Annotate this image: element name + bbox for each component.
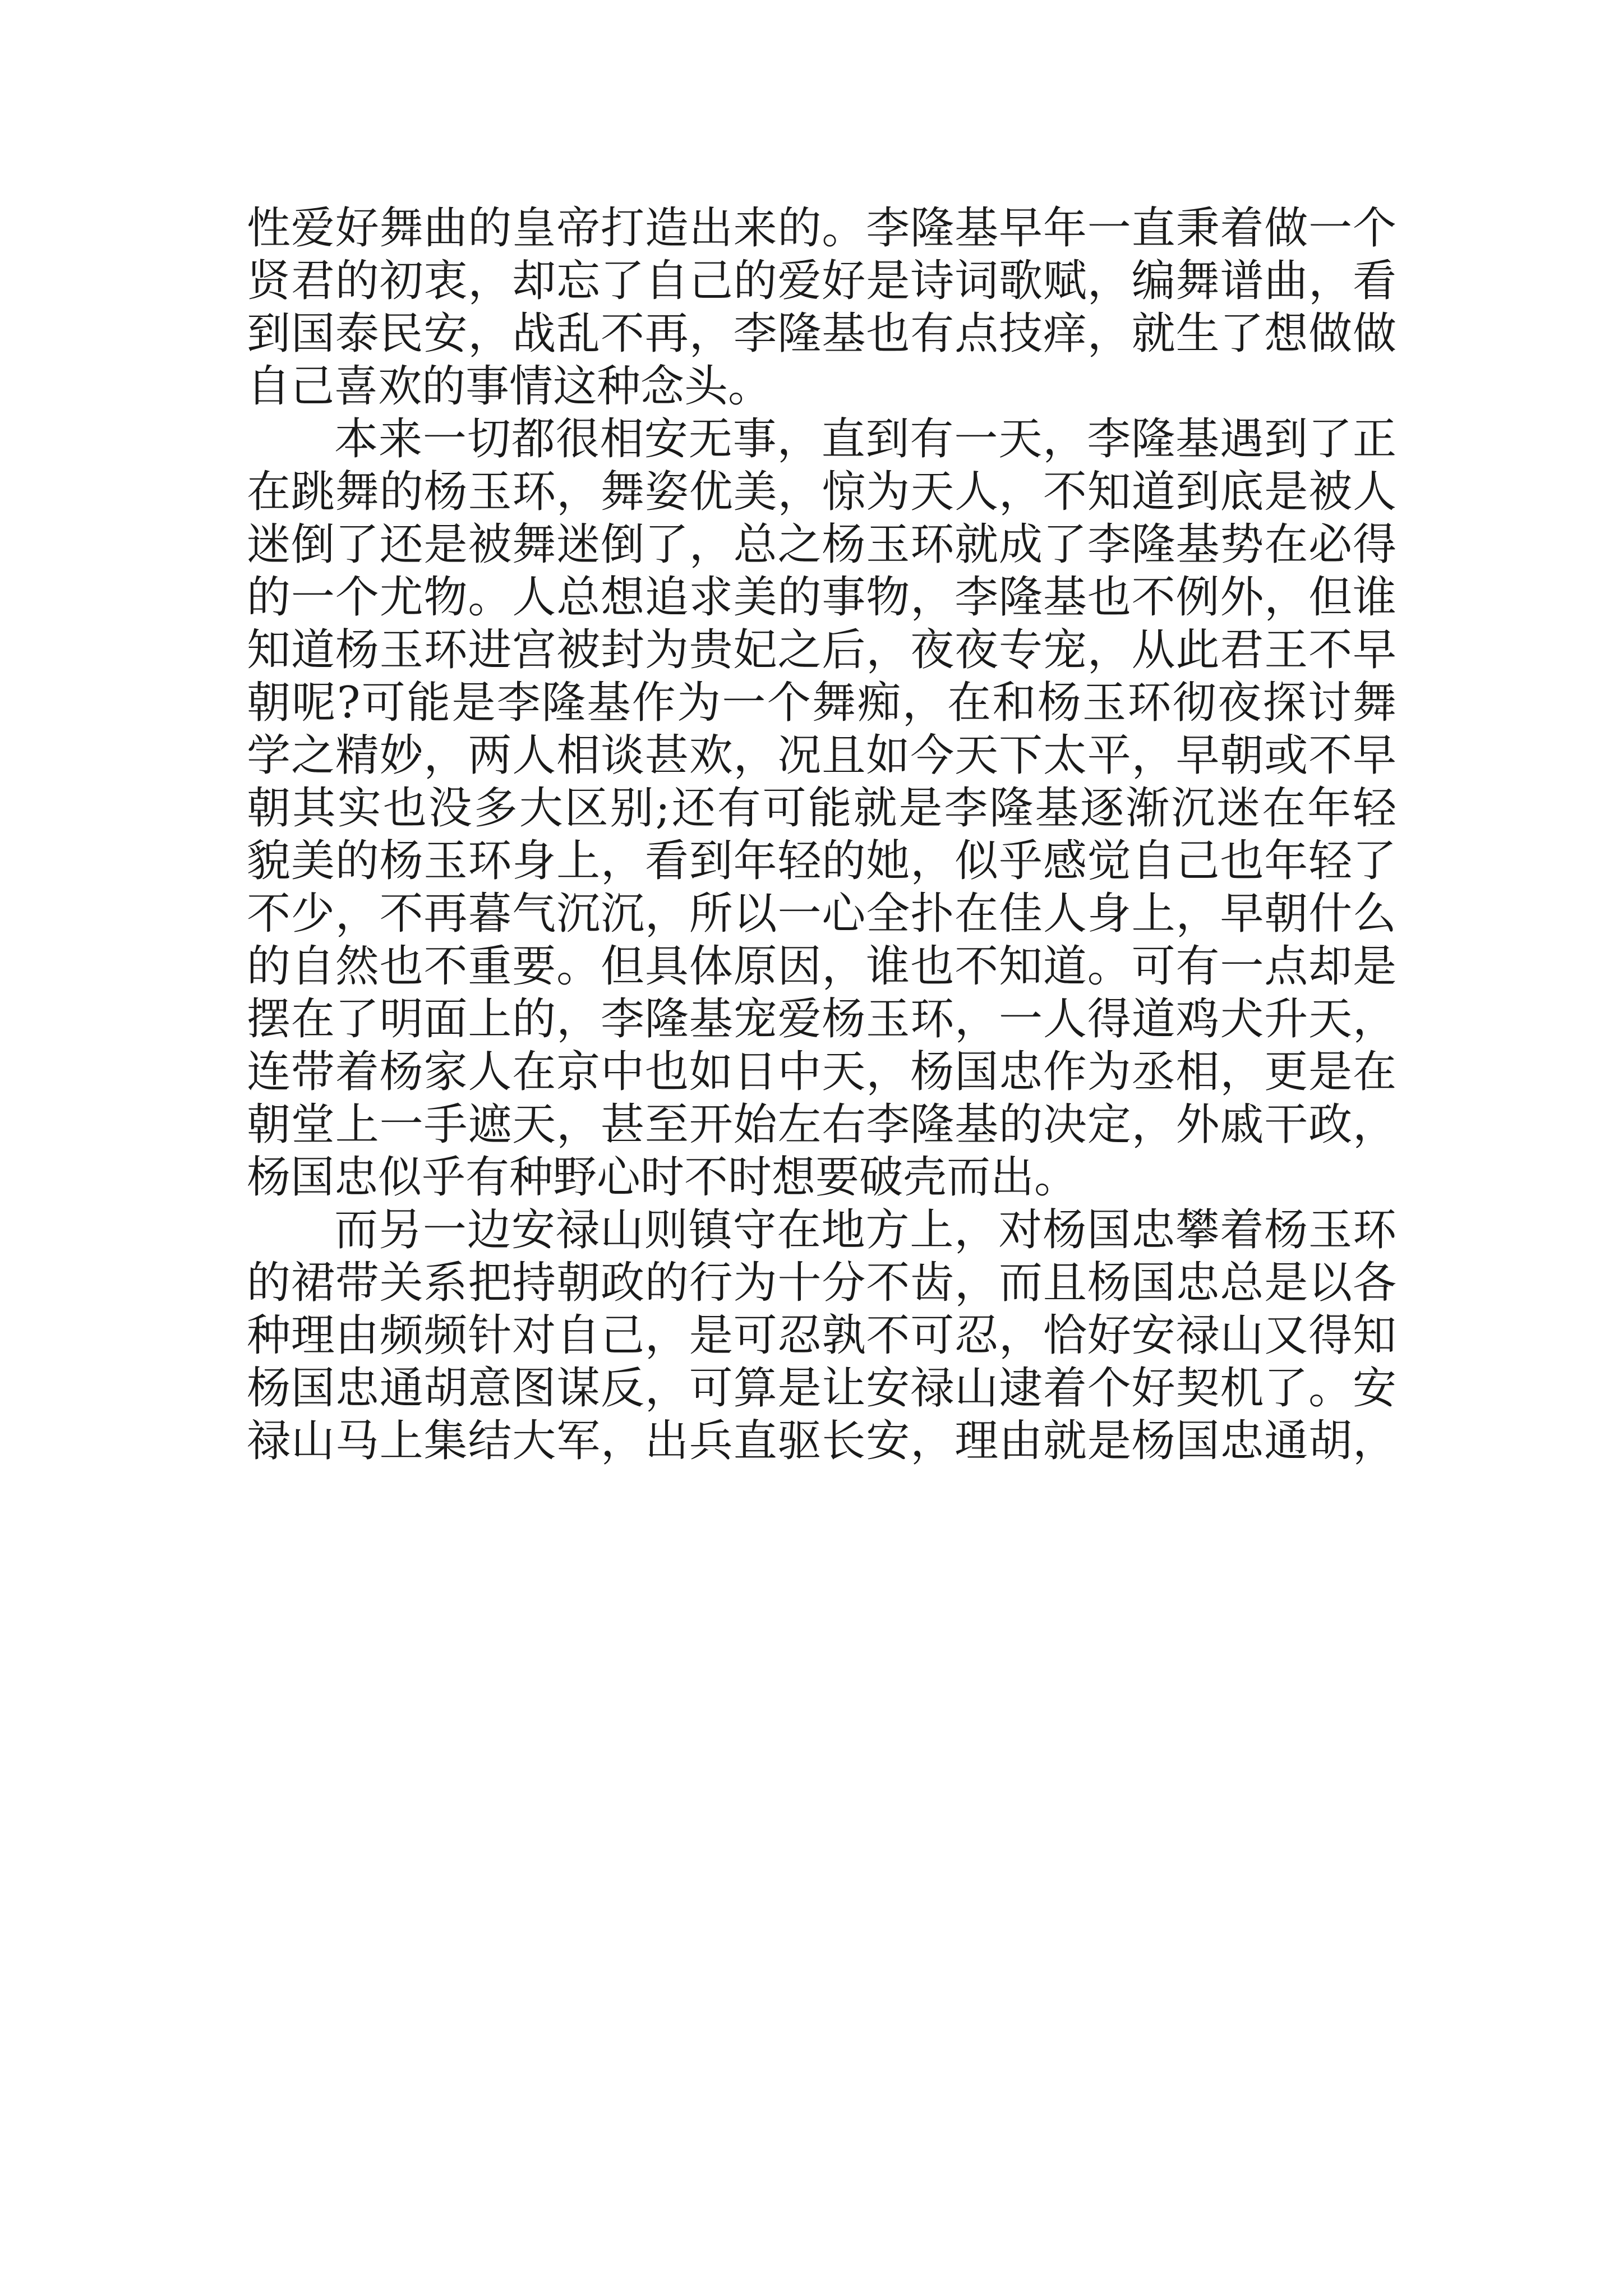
text-line: 杨国忠通胡意图谋反，可算是让安禄山逮着个好契机了。安	[247, 1363, 1396, 1414]
text-line: 知道杨玉环进宫被封为贵妃之后，夜夜专宠，从此君王不早	[247, 625, 1396, 675]
text-line: 在跳舞的杨玉环，舞姿优美，惊为天人，不知道到底是被人	[247, 467, 1396, 517]
text-line: 不少，不再暮气沉沉，所以一心全扑在佳人身上，早朝什么	[247, 889, 1396, 939]
text-line: 朝呢?可能是李隆基作为一个舞痴，在和杨玉环彻夜探讨舞	[247, 678, 1396, 728]
text-line: 摆在了明面上的，李隆基宠爱杨玉环，一人得道鸡犬升天，	[247, 994, 1396, 1045]
text-line: 贤君的初衷，却忘了自己的爱好是诗词歌赋，编舞谱曲，看	[247, 256, 1396, 306]
text-line: 禄山马上集结大军，出兵直驱长安，理由就是杨国忠通胡，	[247, 1416, 1396, 1466]
text-line: 到国泰民安，战乱不再，李隆基也有点技痒，就生了想做做	[247, 309, 1396, 359]
text-line: 的自然也不重要。但具体原因，谁也不知道。可有一点却是	[247, 941, 1396, 992]
text-line: 迷倒了还是被舞迷倒了，总之杨玉环就成了李隆基势在必得	[247, 519, 1396, 570]
body-text	[247, 202, 1396, 1467]
text-line: 杨国忠似乎有种野心时不时想要破壳而出。	[247, 1152, 1078, 1203]
text-line: 而另一边安禄山则镇守在地方上，对杨国忠攀着杨玉环	[334, 1205, 1396, 1255]
text-line: 朝其实也没多大区别;还有可能就是李隆基逐渐沉迷在年轻	[247, 783, 1396, 834]
text-line: 性爱好舞曲的皇帝打造出来的。李隆基早年一直秉着做一个	[247, 203, 1396, 254]
text-line: 的一个尤物。人总想追求美的事物，李隆基也不例外，但谁	[247, 572, 1396, 623]
text-line: 的裙带关系把持朝政的行为十分不齿，而且杨国忠总是以各	[247, 1258, 1396, 1308]
text-line: 学之精妙，两人相谈甚欢，况且如今天下太平，早朝或不早	[247, 730, 1396, 781]
text-line: 种理由频频针对自己，是可忍孰不可忍，恰好安禄山又得知	[247, 1310, 1396, 1361]
text-line: 自己喜欢的事情这种念头。	[247, 361, 772, 412]
text-line: 连带着杨家人在京中也如日中天，杨国忠作为丞相，更是在	[247, 1047, 1396, 1097]
text-line: 貌美的杨玉环身上，看到年轻的她，似乎感觉自己也年轻了	[247, 836, 1396, 886]
text-line: 朝堂上一手遮天，甚至开始左右李隆基的决定，外戚干政，	[247, 1099, 1396, 1150]
text-line: 本来一切都很相安无事，直到有一天，李隆基遇到了正	[334, 414, 1396, 464]
